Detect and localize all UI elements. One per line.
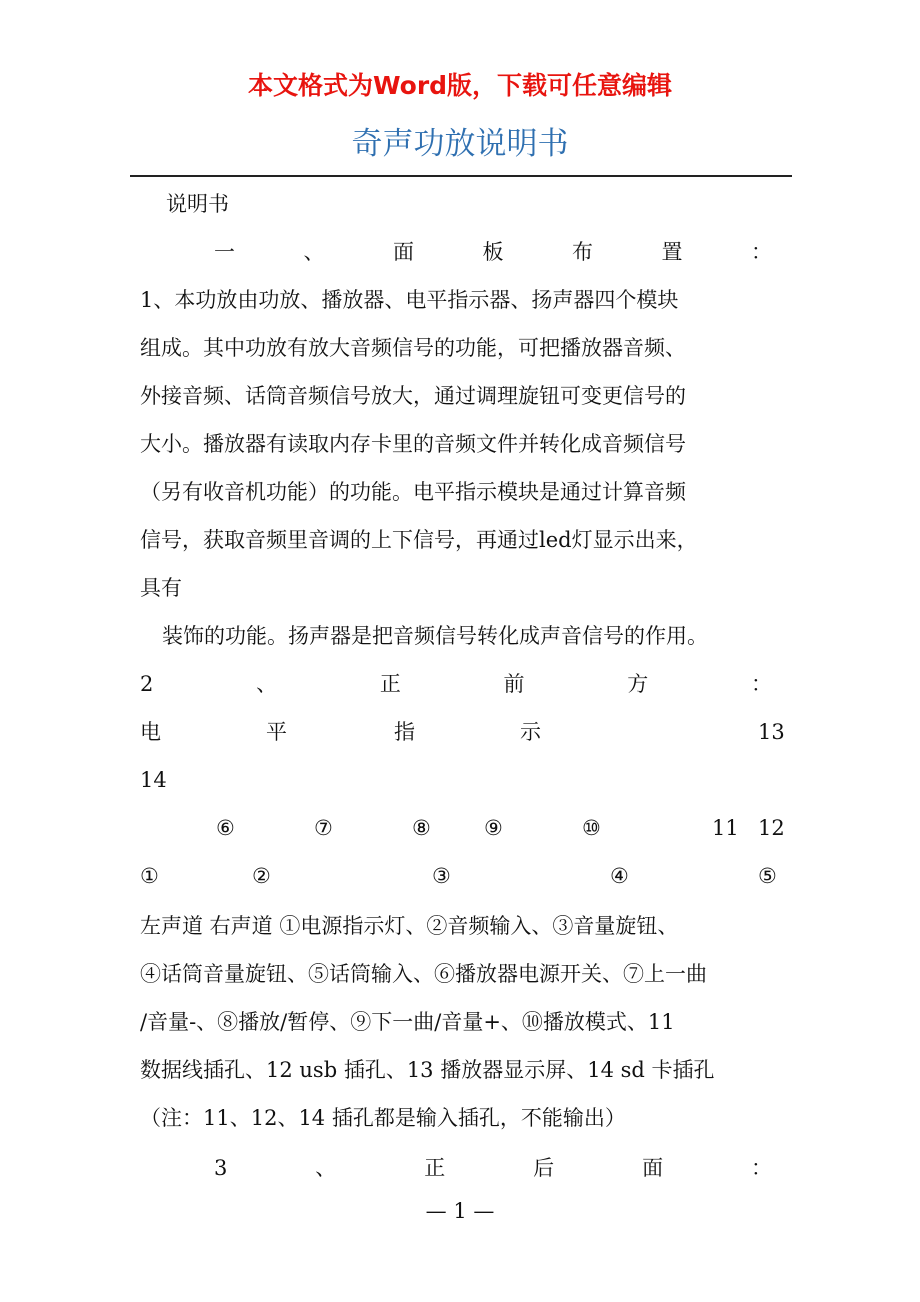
section-3-heading bbox=[214, 1152, 772, 1184]
heading-char: 3 bbox=[214, 1156, 228, 1180]
heading-char: 后 bbox=[533, 1156, 555, 1180]
legend-line: ④话筒音量旋钮、⑤话筒输入、⑥播放器电源开关、⑦上一曲 bbox=[140, 962, 707, 986]
heading-char: 、 bbox=[256, 672, 278, 696]
heading-char: ： bbox=[751, 240, 772, 264]
callout-11: 11 bbox=[712, 816, 739, 840]
heading-char: 方 bbox=[627, 672, 649, 696]
paragraph-line: 信号，获取音频里音调的上下信号，再通过led灯显示出来， bbox=[140, 528, 698, 552]
diagram-number: 13 bbox=[758, 720, 785, 744]
subheading: 说明书 bbox=[166, 192, 229, 216]
callout-9: ⑨ bbox=[484, 816, 503, 840]
heading-char: ： bbox=[750, 672, 772, 696]
diagram-label: 指 bbox=[394, 720, 415, 744]
callout-10: ⑩ bbox=[582, 816, 601, 840]
heading-char: 正 bbox=[424, 1156, 446, 1180]
heading-char: 置 bbox=[661, 240, 683, 264]
diagram-number: 14 bbox=[140, 768, 167, 792]
callout-1: ① bbox=[140, 864, 159, 888]
paragraph-line: 外接音频、话筒音频信号放大，通过调理旋钮可变更信号的 bbox=[140, 384, 686, 408]
paragraph-line: 大小。播放器有读取内存卡里的音频文件并转化成音频信号 bbox=[140, 432, 686, 456]
heading-char: 2 bbox=[140, 672, 154, 696]
heading-char: 面 bbox=[393, 240, 414, 264]
paragraph-line: 组成。其中功放有放大音频信号的功能，可把播放器音频、 bbox=[140, 336, 686, 360]
heading-char: 面 bbox=[642, 1156, 664, 1180]
paragraph-line: （另有收音机功能）的功能。电平指示模块是通过计算音频 bbox=[140, 480, 686, 504]
diagram-label: 示 bbox=[520, 720, 541, 744]
paragraph-line: 具有 bbox=[140, 576, 182, 600]
download-banner: 本文格式为Word版，下载可任意编辑 bbox=[247, 71, 673, 100]
heading-char: 板 bbox=[482, 240, 504, 264]
diagram-label: 电 bbox=[140, 720, 161, 744]
callout-6: ⑥ bbox=[216, 816, 235, 840]
callout-8: ⑧ bbox=[412, 816, 431, 840]
section-2-heading bbox=[140, 668, 772, 700]
heading-char: 、 bbox=[315, 1156, 337, 1180]
legend-line: 左声道 右声道 ①电源指示灯、②音频输入、③音量旋钮、 bbox=[140, 914, 679, 938]
callout-3: ③ bbox=[432, 864, 451, 888]
heading-char: 一 bbox=[214, 240, 235, 264]
title-divider bbox=[130, 175, 792, 177]
document-title: 奇声功放说明书 bbox=[351, 126, 569, 162]
paragraph-line: 装饰的功能。扬声器是把音频信号转化成声音信号的作用。 bbox=[162, 624, 708, 648]
heading-char: 布 bbox=[572, 240, 593, 264]
legend-line: /音量-、⑧播放/暂停、⑨下一曲/音量+、⑩播放模式、11 bbox=[140, 1010, 675, 1034]
callout-5: ⑤ bbox=[758, 864, 777, 888]
heading-char: 正 bbox=[379, 672, 401, 696]
section-1-heading bbox=[214, 236, 772, 268]
callout-4: ④ bbox=[610, 864, 629, 888]
heading-char: ： bbox=[750, 1156, 772, 1180]
callout-12: 12 bbox=[758, 816, 785, 840]
page-number: — 1 — bbox=[425, 1199, 495, 1223]
heading-char: 前 bbox=[503, 672, 525, 696]
diagram-label: 平 bbox=[266, 720, 287, 744]
heading-char: 、 bbox=[303, 240, 325, 264]
callout-2: ② bbox=[252, 864, 271, 888]
paragraph-line: 1、本功放由功放、播放器、电平指示器、扬声器四个模块 bbox=[140, 288, 679, 312]
legend-line: 数据线插孔、12 usb 插孔、13 播放器显示屏、14 sd 卡插孔 bbox=[140, 1058, 715, 1082]
legend-note: （注：11、12、14 插孔都是输入插孔，不能输出） bbox=[140, 1106, 626, 1130]
callout-7: ⑦ bbox=[314, 816, 333, 840]
